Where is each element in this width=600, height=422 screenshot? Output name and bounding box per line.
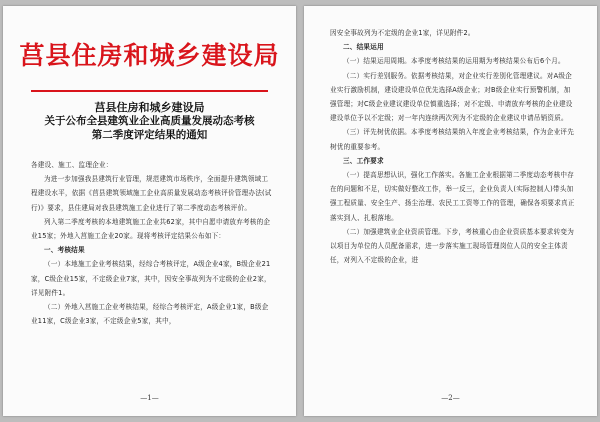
paragraph: 列入第二季度考核的本地建筑施工企业共62家，其中自愿申请放弃考核的企业15家；外地入莒施工企业20家。现将考核评定结果公布如下： [31,217,271,241]
section-heading: 一、考核结果 [44,246,85,255]
paragraph: （二）外地入莒施工企业考核结果，经综合考核评定，A级企业1家，B级企业11家，C级企业3家，不定级企业5家，其中， [31,303,269,326]
section-heading: 二、结果运用 [343,43,384,52]
page-number: —2— [441,394,460,402]
paragraph: （二）加强建筑业企业资质管理。下步，考核重心由企业资质基本要求转变为以项目为单位的人员配备需求，进一步落实施工现场管理岗位人员的安全主体责任，对列入不定级的企业，进 [330,227,574,265]
masthead-title: 莒县住房和城乡建设局 [19,41,280,70]
paragraph: （三）评先树优依据。本季度考核结果纳入年度企业考核结果，作为企业评先树优的重要参考。 [330,128,574,151]
masthead-divider [31,90,268,92]
notice-title-line-1: 关于公布全县建筑业企业高质量发展动态考核 [44,115,255,127]
paragraph: （一）结果运用周期。本季度考核结果的运用期为考核结果公布后6个月。 [343,57,565,66]
paragraph: 为进一步加强我县建筑行业管理，规范建筑市场秩序，全面提升建筑领域工程建设水平，依据《莒县建筑领域施工企业高质量发展动态考核评价管理办法(试行)》要求，县住建局对我县建筑施工企业进行了第二季度动态考核评价。 [31,175,272,212]
notice-title-line-2: 第二季度评定结果的通知 [91,129,208,141]
document-page-2 [304,6,597,416]
salutation: 各建设、施工、监理企业： [31,161,113,169]
page-2-body [330,26,575,267]
document-page-1 [3,6,296,416]
page-1-body [31,158,272,328]
paragraph: （二）实行差别服务。依据考核结果，对企业实行差别化管理建议。对A级企业实行激励机制，建设建设单位优先选择A级企业；对B级企业实行预警机制，加强管理；对C级企业建议建设单位慎重选择；对不定级、申请放弃考核的企业建设建设单位予以不定级；对一年内连续两次列为不定级的企业建议申请吊销资质。 [330,71,573,123]
notice-title [21,114,278,142]
paragraph: （一）本地施工企业考核结果，经综合考核评定，A级企业4家，B级企业21家，C级企业15家，不定级企业7家，其中，因安全事故列为不定级的企业2家，详见附件1。 [31,260,271,297]
paragraph: （一）提高思想认识，强化工作落实。各施工企业根据第二季度动态考核中存在的问题和不足，切实做好整改工作，举一反三，企业负责人(实际控制人)带头加强工程质量、安全生产、扬尘治理、农民工工资等工作的管理，确保各项要求真正落实到人、扎根落地。 [330,171,575,222]
section-heading: 三、工作要求 [343,156,384,165]
page-number: —1— [140,394,159,402]
issuer-name: 莒县住房和城乡建设局 [94,101,205,114]
paragraph: 因安全事故列为不定级的企业1家，详见附件2。 [330,29,475,37]
